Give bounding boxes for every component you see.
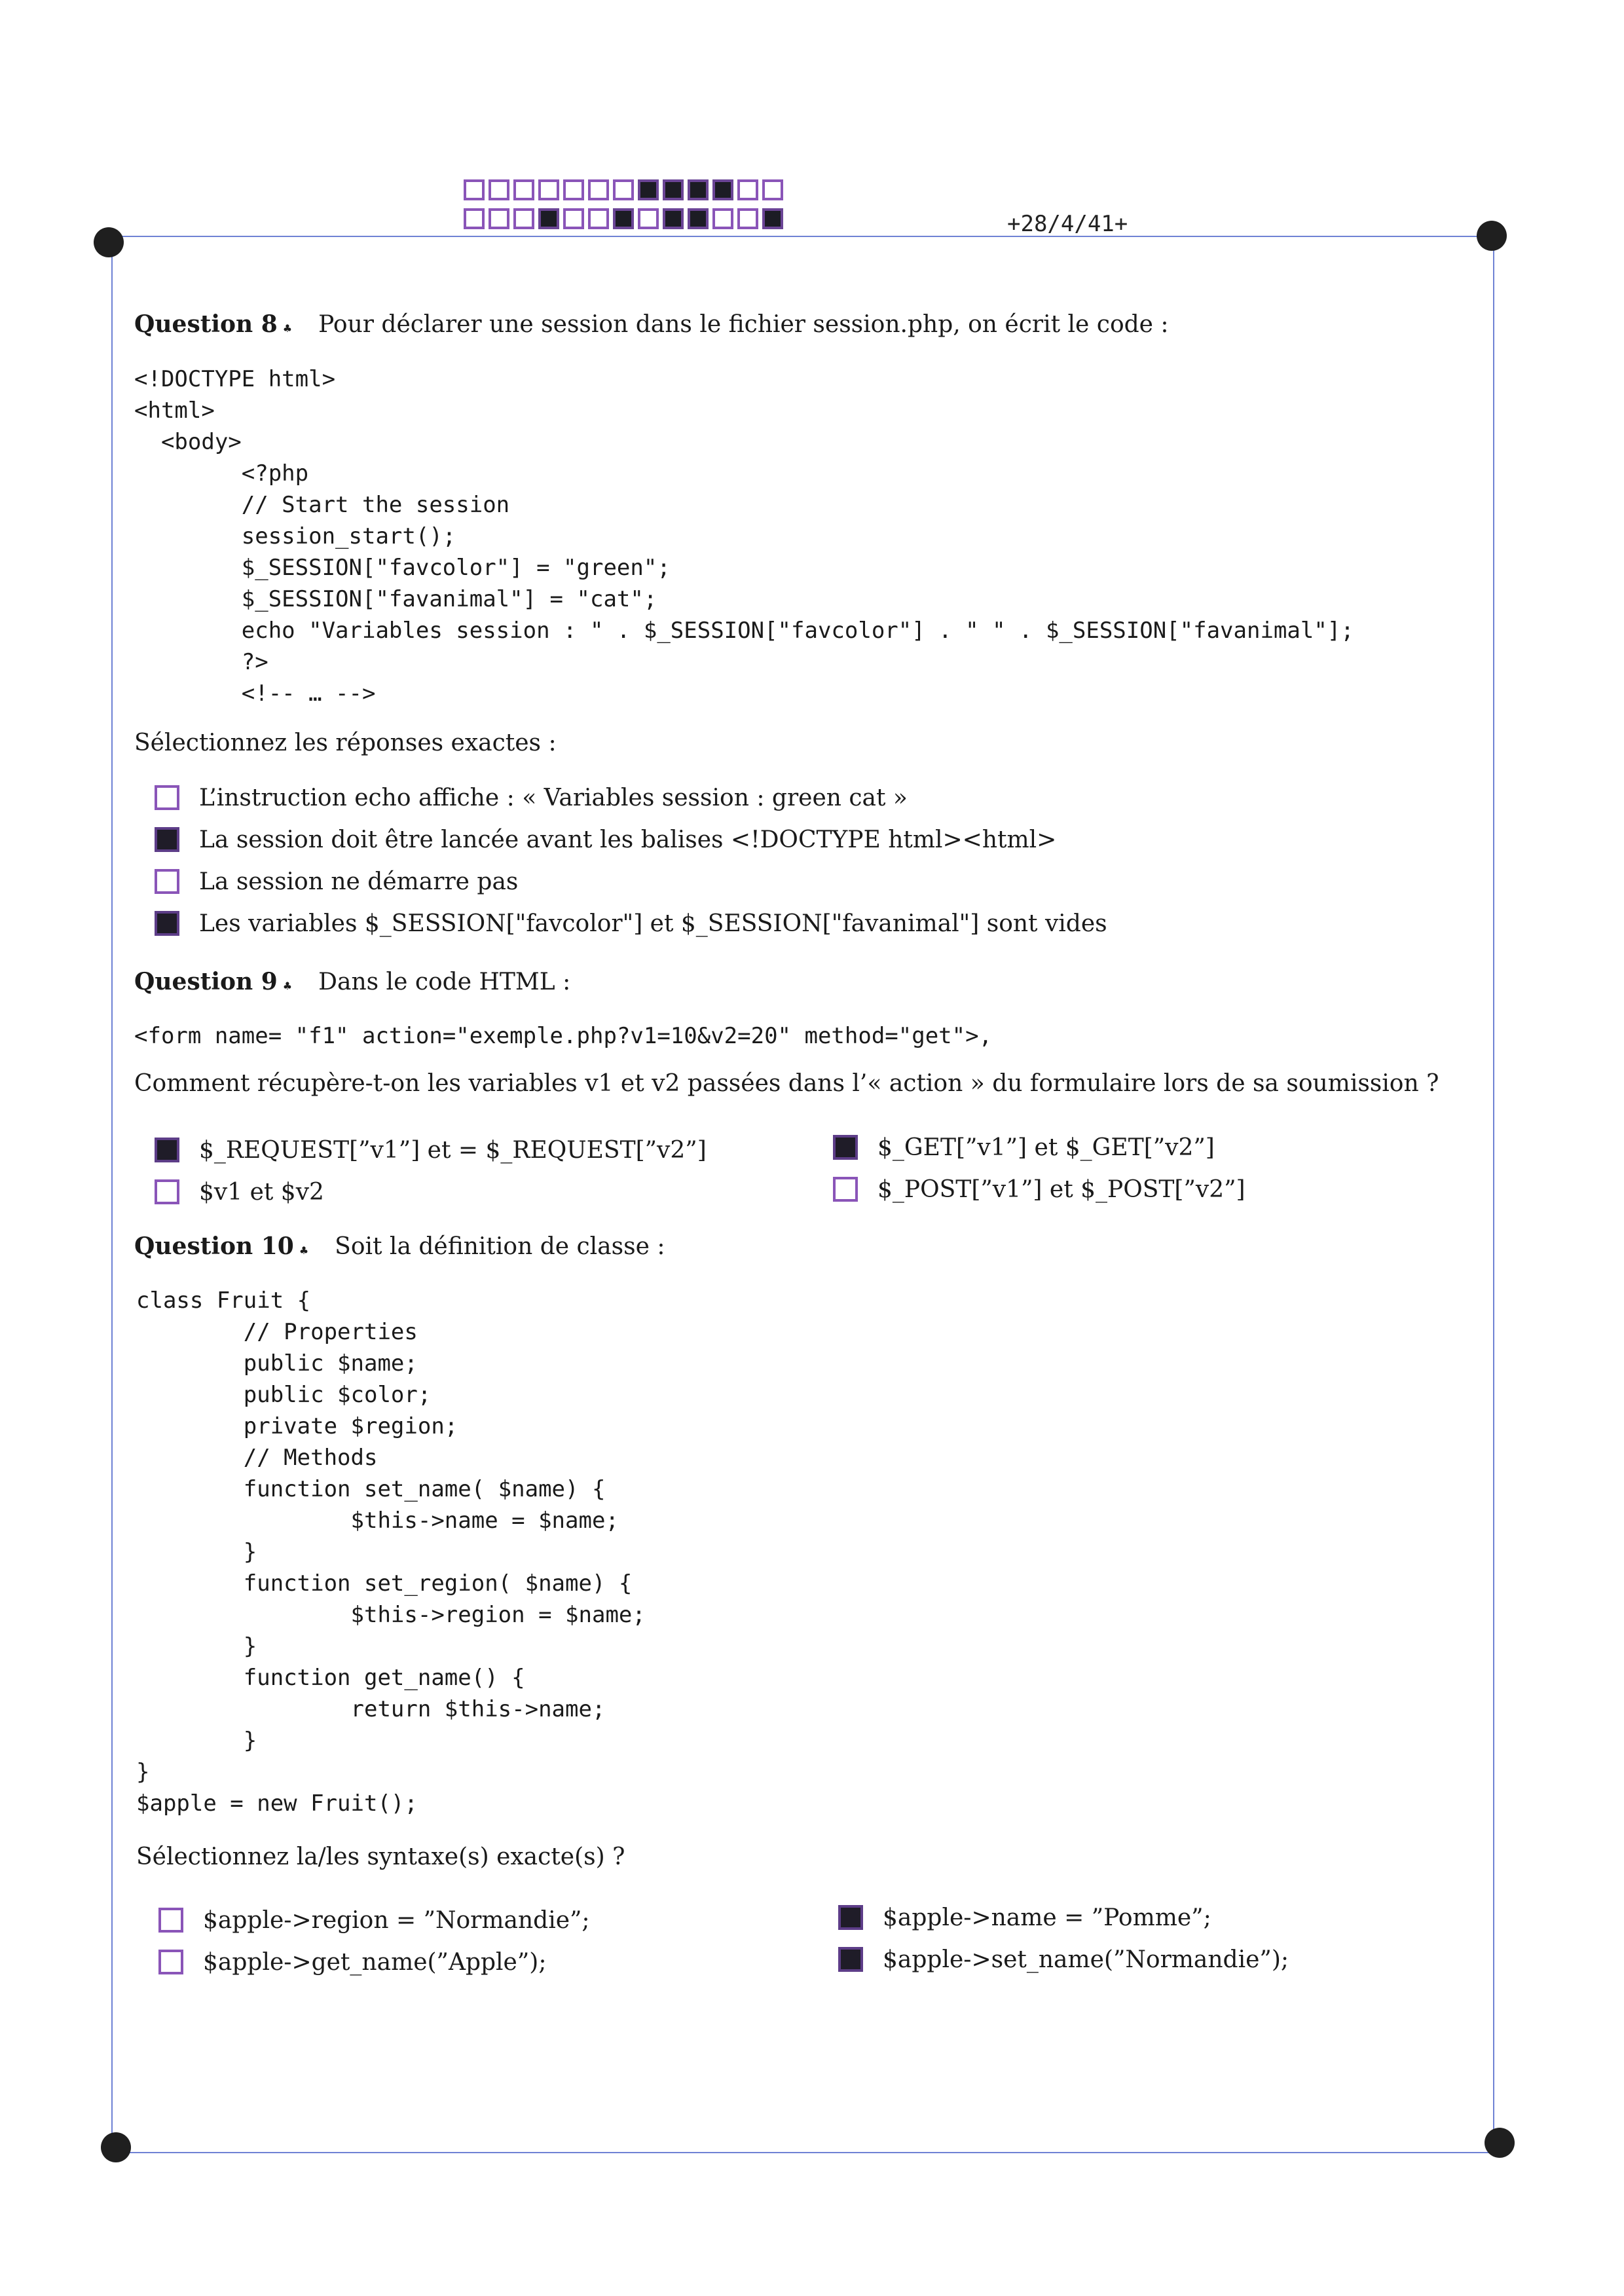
answer-checkbox[interactable] [833,1177,858,1202]
id-code-grid [464,179,783,237]
id-code-cell [613,208,634,229]
answer-label: $apple->name = ”Pomme”; [883,1904,1211,1931]
answer-checkbox[interactable] [838,1947,863,1972]
question-10-header [134,1232,665,1260]
answer-option[interactable] [155,1171,707,1213]
instruction-text: Sélectionnez la/les syntaxe(s) exacte(s) ? [136,1843,625,1870]
code-block: <!DOCTYPE html> <html> <body> <?php // Start the session session_start(); $_SESSION["favcolor"] = "green"; $_SESSION["favanimal"] = "cat"; echo "Variables session : " . $_SESSION["favcolor"] . " " . $_SESSION["favanimal"]; ?> <!-- … --> [134,366,1354,707]
answer-checkbox[interactable] [155,1179,179,1204]
answer-option[interactable] [833,1168,1246,1210]
answer-checkbox[interactable] [155,869,179,894]
answer-option[interactable] [158,1941,590,1983]
answer-label: $_POST[”v1”] et $_POST[”v2”] [877,1176,1246,1203]
id-code-cell [688,208,709,229]
id-code-cell [638,179,659,200]
club-icon: ♣ [282,980,293,992]
answer-checkbox[interactable] [158,1950,183,1974]
answer-option[interactable] [155,1129,707,1171]
corner-mark-bottom-left [101,2132,131,2162]
answer-checkbox[interactable] [155,827,179,852]
question-prompt: Dans le code HTML : [318,969,571,995]
answer-label: $apple->get_name(”Apple”); [203,1948,547,1976]
question-9-header [134,968,570,995]
id-code-cell [737,208,758,229]
answer-label: $v1 et $v2 [199,1178,324,1206]
corner-mark-top-right [1477,221,1507,251]
id-code-cell [663,208,684,229]
id-code-cell [638,208,659,229]
answer-option[interactable] [155,861,1107,902]
answer-label: $_REQUEST[”v1”] et = $_REQUEST[”v2”] [199,1136,707,1164]
id-code-cell [563,208,584,229]
answer-option[interactable] [155,819,1107,861]
id-code-cell [464,179,485,200]
answer-option[interactable] [155,777,1107,819]
id-code-cell [588,208,609,229]
answer-option[interactable] [158,1899,590,1941]
answer-checkbox[interactable] [155,911,179,936]
answer-checkbox[interactable] [838,1905,863,1930]
id-code-cell [737,179,758,200]
question-10-options-right [838,1897,1289,1980]
id-code-cell [688,179,709,200]
id-code-cell [513,179,534,200]
id-code-cell [712,208,733,229]
code-block: class Fruit { // Properties public $name; public $color; private $region; // Methods function set_name( $name) { $this->name = $name; } function set_region( $name) { $this->region = $name; } function get_name() { return $this->name; } } $apple = new Fruit(); [136,1287,646,1817]
club-icon: ♣ [282,322,293,335]
answer-checkbox[interactable] [833,1135,858,1160]
code-block: <form name= "f1" action="exemple.php?v1=10&v2=20" method="get">, [134,1023,993,1049]
question-prompt: Soit la définition de classe : [335,1233,665,1260]
answer-label: La session ne démarre pas [199,868,519,895]
id-code-cell [489,179,509,200]
answer-label: Les variables $_SESSION["favcolor"] et $_SESSION["favanimal"] sont vides [199,910,1107,937]
question-title: Question 10 [134,1232,294,1260]
id-code-cell [464,208,485,229]
corner-mark-bottom-right [1485,2128,1515,2158]
question-9-options-right [833,1126,1246,1210]
id-code-cell [762,179,783,200]
answer-checkbox[interactable] [155,785,179,810]
answer-option[interactable] [833,1126,1246,1168]
id-code-row [464,179,783,200]
instruction-text: Sélectionnez les réponses exactes : [134,730,557,756]
id-code-row [464,208,783,229]
question-9-options-left [155,1129,707,1213]
answer-checkbox[interactable] [158,1908,183,1933]
answer-option[interactable] [155,902,1107,944]
question-prompt: Pour déclarer une session dans le fichier session.php, on écrit le code : [318,311,1169,338]
id-code-cell [613,179,634,200]
answer-checkbox[interactable] [155,1138,179,1162]
question-title: Question 9 [134,968,278,995]
id-code-cell [513,208,534,229]
answer-label: La session doit être lancée avant les balises <!DOCTYPE html><html> [199,826,1057,853]
question-8-header [134,310,1169,338]
question-8-options [155,777,1107,944]
answer-label: $_GET[”v1”] et $_GET[”v2”] [877,1134,1215,1161]
page-id: +28/4/41+ [1007,211,1128,237]
answer-label: L’instruction echo affiche : « Variables session : green cat » [199,784,908,811]
id-code-cell [663,179,684,200]
id-code-cell [712,179,733,200]
id-code-cell [538,208,559,229]
answer-label: $apple->region = ”Normandie”; [203,1906,590,1934]
id-code-cell [762,208,783,229]
id-code-cell [563,179,584,200]
answer-label: $apple->set_name(”Normandie”); [883,1946,1289,1973]
question-text: Comment récupère-t-on les variables v1 et v2 passées dans l’« action » du formulaire lors de sa soumission ? [134,1070,1439,1097]
question-title: Question 8 [134,310,278,338]
answer-option[interactable] [838,1938,1289,1980]
corner-mark-top-left [94,227,124,257]
answer-option[interactable] [838,1897,1289,1938]
id-code-cell [588,179,609,200]
question-10-options-left [158,1899,590,1983]
id-code-cell [538,179,559,200]
club-icon: ♣ [299,1244,309,1257]
id-code-cell [489,208,509,229]
